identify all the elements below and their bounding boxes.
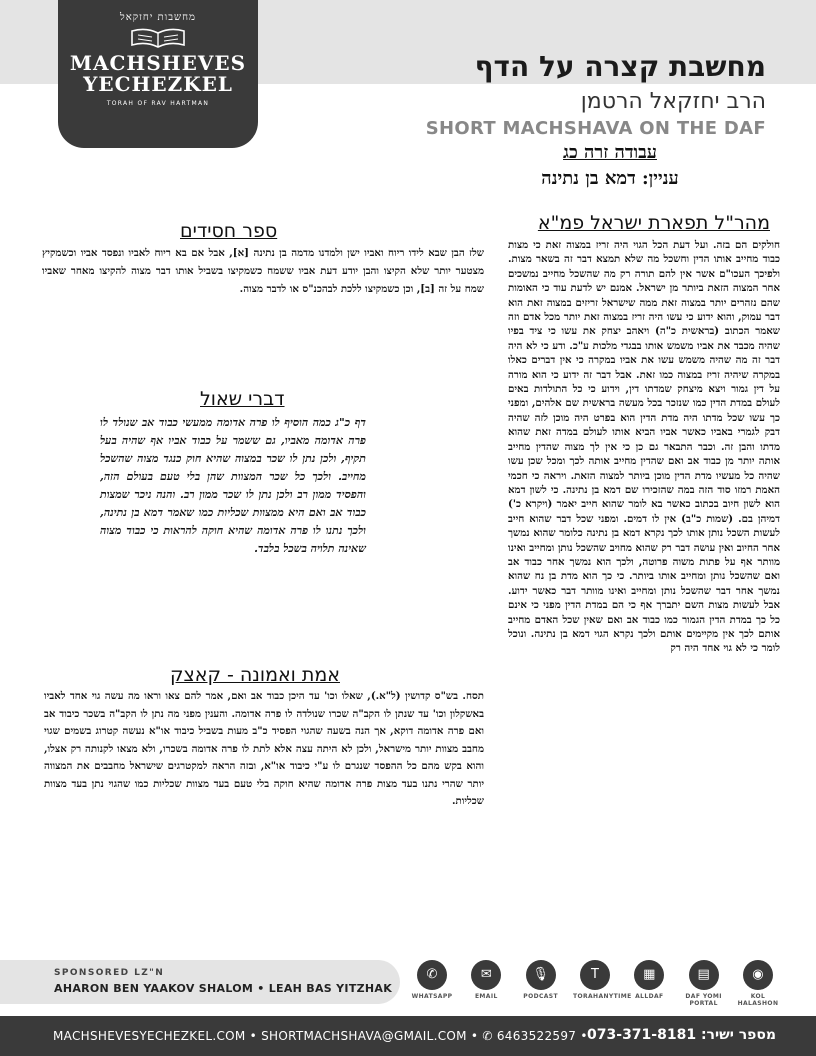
- logo[interactable]: [58, 0, 258, 148]
- logo-hebrew: מחשבות יחזקאל: [120, 12, 196, 23]
- links-icon-row: [410, 960, 780, 1006]
- subtitle-english: SHORT MACHSHAVA ON THE DAF: [425, 118, 766, 139]
- maharal-title: מהר"ל תפארת ישראל פמ"א: [537, 212, 770, 234]
- podcast-label: PODCAST: [523, 993, 559, 1000]
- sponsor-names: AHARON BEN YAAKOV SHALOM • LEAH BAS YITZHAK: [54, 982, 393, 995]
- logo-name-line2: YECHEZKEL: [83, 72, 233, 96]
- sefer-chasidim-text: שלז הבן שבא לידו ריוח ואביו ישן ולמדנו מדמה בן נתינה [א], אבל אם בא ריוח לאביו ונפסד אביו וכשמקיץ מצטער יותר שלא הקיצו והבן יודע דעת אביו ששמח כשמקיצו בשביל אותו דבר מצוה להקיצו מאחר שאביו שמח על זה [ב], וכן כשמקיצו ללכת לבהכנ"ס או לדבר מצוה.: [42, 247, 484, 295]
- alldaf-link[interactable]: [627, 960, 671, 1006]
- divrei-shaul-text: דף כ"ג כמה הוסיף לו פרה אדומה ממעשי כבוד אב שנולד לו פרה אדומה מאביו, גם ששמר על כבוד אביו אף שהיה בעל תקיף, ולכן נתן לו שכר במצוה שהיא חוק כנגד מצוה שהשכל מחייב. ולכך כל שכר המצוות שהן בלי טעם בעולם הזה, והפסיד ממון רב ולכן נתן לו שכר ממון רב. והנה ניכר שמצות כבוד אב ואם היא ממצוות שכליות כמו שאמר דמא בן נתינה, ולכך נתנו לו פרה אדומה שהיא חוקה להראות כי כבוד מצוה שאינה תלויה בשכל בלבד.: [100, 416, 366, 555]
- sefer-chasidim-title: ספר חסידים: [180, 220, 278, 242]
- rabbi-name: הרב יחזקאל הרטמן: [580, 89, 766, 114]
- maharal-text: חולקים הם בזה. ועל דעת הכל הגוי היה זריז במצוה זאת כי מצות כבוד מחייב אותו הדין וחשכל מה שלא תמצא דבר זה בשאר מצות. ולפיכך העכו"ם אשר אין להם תורה רק מה שהשכל מחייב נמשכים אחר המצוה הזאת ביותר מן ישראל. אמנם יש לדעת עוד כי האומות שהם נזהרים יותר במצוה זאת ממה שישראל זריזים במצוה זאת הוא דבר עמוק, והוא ידוע כי עשו היה זריז במצוה זאת יותר מכל אדם וזה שאמר הכתוב (בראשית כ"ה) ויאהב יצחק את עשו כי ציד בפיו שהיה מכבד את אביו משמש אותו בבגדי מלכות ע"כ. ודע כי לא היה דבר זה מה שהיה משמש עשו את אביו במקרה כי אין דברים כאלו במקרה שיהיה זריז במצוה כמו זאת. אבל דבר זה ידוע כי הוא מורה על דין גמור ויצא מיצחק שמדתו דין, וידוע כי כל התולדות באים לעולם במדת הדין כמו שנזכר בכל מעשה בראשית שם אלהים, ומפני כך עשו שכל מדתו היה מדת הדין הוא בפרט היה מוכן לזה שהיה דבק לגמרי באביו כאשר אביו הביא אותו לעולם במדה זאת שהוא מדתו והבן זה. וכבר התבאר גם כן כי אין לך מצוה שהדין מחייב אותה יותר מן כבוד אב ואם שהדין מחייב אותה לכך ומכל שכן עשו שהיה כל מעשיו מדת הדין מוכן ביותר למצוה הזאת. ויראה כי חכמי האמת רמזו סוד הזה במה שהזכירו שם דמא בן נתינה. כי לשון דמא הוא לשון חיוב בכתוב כאשר בא לומר שהוא חייב יאמר (ויקרא כ') דמיהן בם. (שמות כ"ב) אין לו דמים. ומפני שכל דבר שהוא חייב לעשות השכל נותן אותו לכך נקרא דמא בן נתינה כלומר שהוא נמשך אחר החיוב ואין עושה דבר רק שהוא מחויב שהשכל נותן ומחייב ואינו מוותר אף על פתות משוה פרוטה, ולכך הוא נמשך אחר כבוד אב ואם שהשכל נותן ומחייב אותו ביותר. כי כך הוא מדת בן נח שהוא נמשך אחר דבר שהשכל נותן ומחייב ואינו מוותר דבר כאשר ידוע. אבל לעשות מצות השם יתברך אף כי הם במדת הדין מפני כי אינם כל כך במדת הדין הגמור כמו כבוד אב ואם שאין שכל האדם מחייב אותם לכך אין מקיימים אותם ולכך נקרא הגוי דמא בן נתינה. ונוכל לומר כי לא גוי אחד היה רק: [508, 239, 780, 655]
- torahanytime-label: TORAHANYTIME: [572, 993, 632, 1000]
- sponsor-label: SPONSORED LZ"N: [54, 968, 165, 978]
- kolhalashon-label: KOL HALASHON: [737, 993, 779, 1007]
- podcast-link[interactable]: [519, 960, 563, 1006]
- torahanytime-icon: T: [580, 960, 610, 990]
- logo-name-line1: MACHSHEVES: [69, 51, 247, 75]
- topic-heading: עניין: דמא בן נתינה: [541, 168, 679, 189]
- kolhalashon-link[interactable]: [736, 960, 780, 1006]
- emes-text: תסח. בש"ס קדושין (ל"א.), שאלו וכו' עד היכן כבוד אב ואם, אמר להם צאו וראו מה עשה גוי אחד לאביו באשקלון וכו' עד שנתן לו הקב"ה שכרו שנולדה לו פרה אדומה. והענין מפני מה נתן לו הקב"ה בשכר כיבוד אב ואם פרה אדומה דוקא, אך הנה בשעה שהגוי הפסיד כ"ב מעות בשביל כיבוד או"א נעשה קטרוג בשמים שגוי מחבב מצוות יותר מישראל, ולכן לא היתה עצה אלא לתת לו פרה אדומה בשכרו, ולא מצאו לקנותה רק אצלו, והוא בקש מהם כל ההפסד שנגרם לו ע"י כיבוד או"א, ובזה הראה למקטרגים שישראל מחבבים את המצווה יותר שהרי נתנו בעד מצות פרה אדומה שהיא חוקה בלי טעם בעד מצוות שכליות כמו שהגוי נתן בעד מצוות שכליות.: [44, 690, 484, 807]
- kolhalashon-icon: ◉: [743, 960, 773, 990]
- emes-title: אמת ואמונה - קאצק: [170, 664, 340, 686]
- whatsapp-link[interactable]: [410, 960, 454, 1006]
- sponsor-bar: [0, 960, 400, 1004]
- page-title: מחשבת קצרה על הדף: [474, 50, 766, 83]
- footer-bar: [0, 1016, 816, 1056]
- dafyomi-portal-label: DAF YOMI PORTAL: [685, 993, 722, 1007]
- email-label: EMAIL: [474, 993, 498, 1000]
- divrei-shaul-title: דברי שאול: [200, 388, 285, 410]
- dafyomi-portal-link[interactable]: [682, 960, 726, 1006]
- footer-contact-links[interactable]: MACHSHEVESYECHEZKEL.COM • SHORTMACHSHAVA@GMAIL.COM • ✆ 6463522597 •: [53, 1029, 588, 1043]
- whatsapp-icon: ✆: [417, 960, 447, 990]
- whatsapp-label: WHATSAPP: [411, 993, 453, 1000]
- podcast-icon: 🎙: [526, 960, 556, 990]
- tractate-heading: עבודה זרה כג: [563, 142, 657, 163]
- alldaf-icon: ▦: [634, 960, 664, 990]
- book-icon: [128, 27, 188, 49]
- logo-tagline: TORAH OF RAV HARTMAN: [106, 100, 210, 107]
- email-icon: ✉: [471, 960, 501, 990]
- alldaf-label: ALLDAF: [635, 993, 664, 1000]
- dafyomi-portal-icon: ▤: [689, 960, 719, 990]
- torahanytime-link[interactable]: [572, 960, 632, 1006]
- email-link[interactable]: [464, 960, 508, 1006]
- footer-direct-phone[interactable]: מספר ישיר: 073-371-8181: [587, 1027, 776, 1043]
